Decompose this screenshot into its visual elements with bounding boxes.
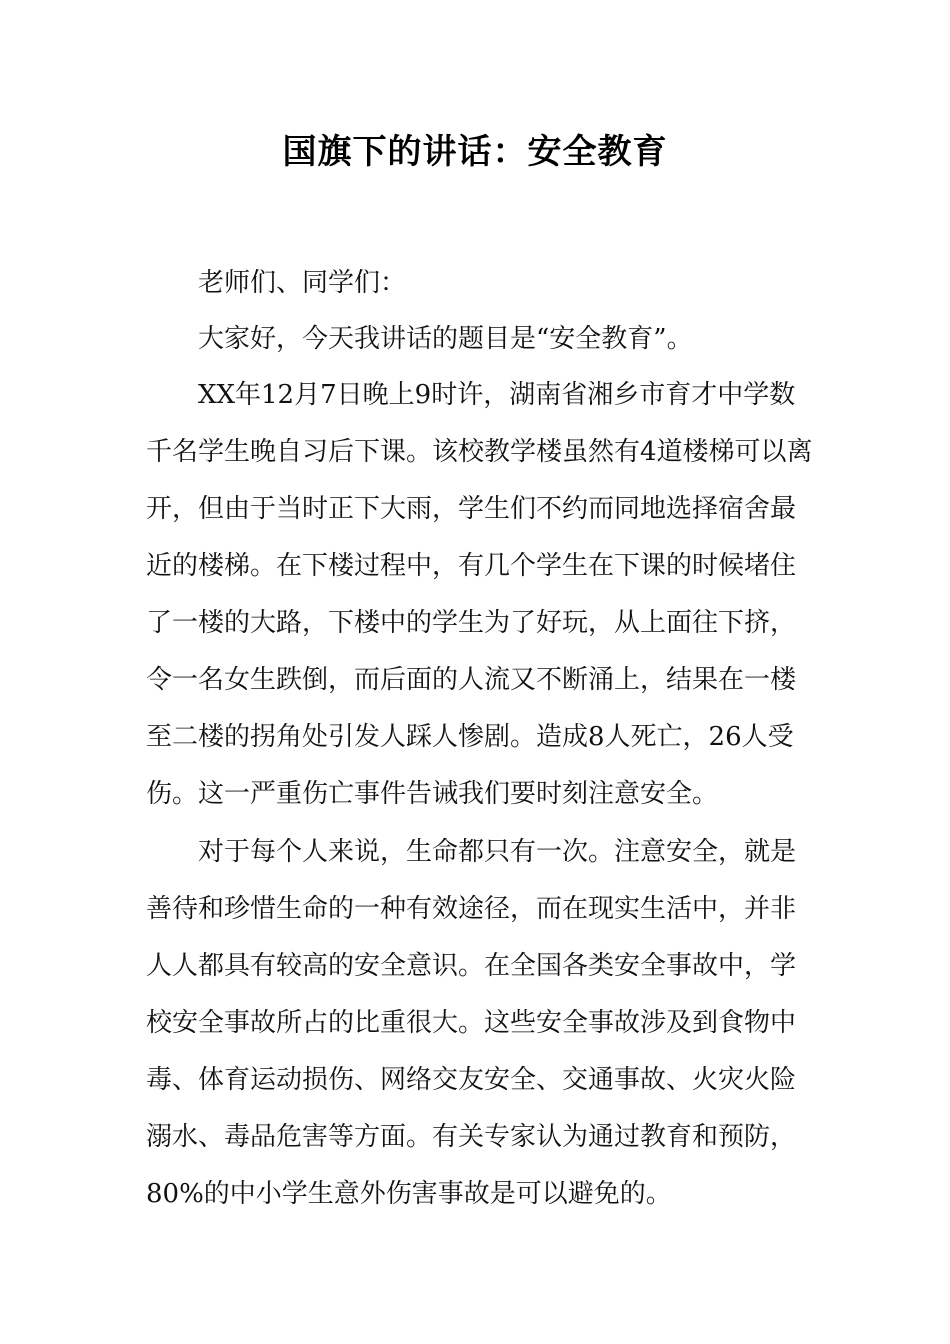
- paragraph2-line: 校安全事故所占的比重很大。这些安全事故涉及到食物中: [146, 1008, 797, 1038]
- page-title: 国旗下的讲话：安全教育: [282, 132, 668, 172]
- greeting: 大家好，今天我讲话的题目是“安全教育”。: [198, 324, 693, 354]
- salutation: 老师们、同学们：: [198, 268, 407, 298]
- paragraph1-line: XX年12月7日晚上9时许，湖南省湘乡市育才中学数: [198, 380, 796, 410]
- paragraph1-line: 千名学生晚自习后下课。该校教学楼虽然有4道楼梯可以离: [146, 437, 813, 467]
- paragraph2-line: 人人都具有较高的安全意识。在全国各类安全事故中，学: [146, 951, 797, 981]
- paragraph2-line: 对于每个人来说，生命都只有一次。注意安全，就是: [198, 837, 797, 867]
- paragraph2-line: 溺水、毒品危害等方面。有关专家认为通过教育和预防，: [146, 1122, 797, 1152]
- paragraph2-line: 毒、体育运动损伤、网络交友安全、交通事故、火灾火险: [146, 1065, 797, 1095]
- paragraph2-line: 80%的中小学生意外伤害事故是可以避免的。: [146, 1179, 672, 1209]
- paragraph1-line: 至二楼的拐角处引发人踩人惨剧。造成8人死亡，26人受: [146, 722, 794, 752]
- paragraph1-line: 伤。这一严重伤亡事件告诫我们要时刻注意安全。: [146, 779, 719, 809]
- paragraph1-line: 令一名女生跌倒，而后面的人流又不断涌上，结果在一楼: [146, 665, 797, 695]
- paragraph2-line: 善待和珍惜生命的一种有效途径，而在现实生活中，并非: [146, 894, 797, 924]
- paragraph1-line: 了一楼的大路，下楼中的学生为了好玩，从上面往下挤，: [146, 608, 797, 638]
- paragraph1-line: 开，但由于当时正下大雨，学生们不约而同地选择宿舍最: [146, 494, 797, 524]
- paragraph1-line: 近的楼梯。在下楼过程中，有几个学生在下课的时候堵住: [146, 551, 797, 581]
